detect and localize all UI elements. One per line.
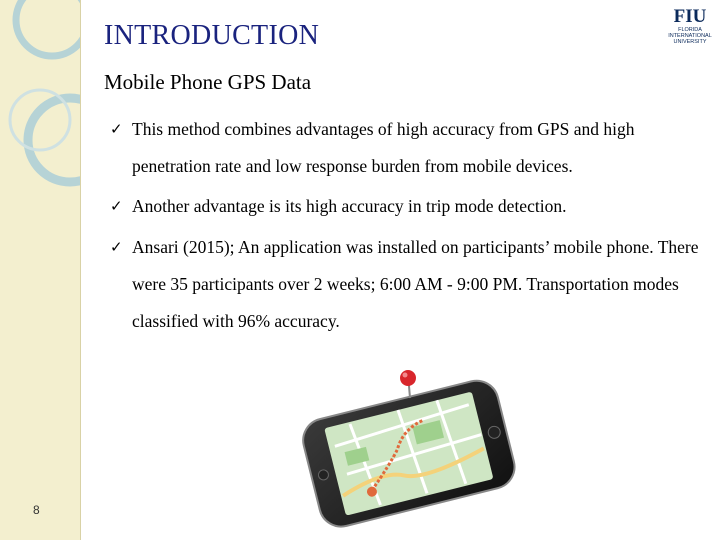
checkmark-icon: ✓: [110, 238, 123, 256]
fiu-logo: [664, 4, 716, 44]
svg-text:FIU: FIU: [673, 6, 707, 27]
bullet-item: [110, 229, 710, 340]
bullet-text: This method combines advantages of high accuracy from GPS and high penetration rate and low response burden from mobile devices.: [132, 119, 635, 176]
checkmark-icon: ✓: [110, 197, 123, 215]
decorative-circles: [0, 0, 80, 540]
svg-text:INTERNATIONAL: INTERNATIONAL: [668, 33, 712, 39]
slide-title: INTRODUCTION: [104, 20, 320, 51]
sidebar: [0, 0, 80, 540]
svg-text:FLORIDA: FLORIDA: [678, 27, 702, 33]
svg-text:UNIVERSITY: UNIVERSITY: [673, 39, 707, 44]
bullet-item: [110, 111, 710, 185]
phone-map-icon: [300, 368, 525, 533]
bullet-text: Ansari (2015); An application was installed on participants’ mobile phone. There were 35 participants over 2 weeks; 6:00 AM - 9:00 PM. Transportation modes classified with 96% accuracy.: [132, 237, 699, 331]
sidebar-divider: [80, 0, 81, 540]
slide-subtitle: Mobile Phone GPS Data: [104, 70, 312, 94]
bullet-item: [110, 188, 710, 225]
bullet-text: Another advantage is its high accuracy in trip mode detection.: [132, 196, 567, 216]
checkmark-icon: ✓: [110, 120, 123, 138]
slide-number: 8: [33, 503, 40, 517]
